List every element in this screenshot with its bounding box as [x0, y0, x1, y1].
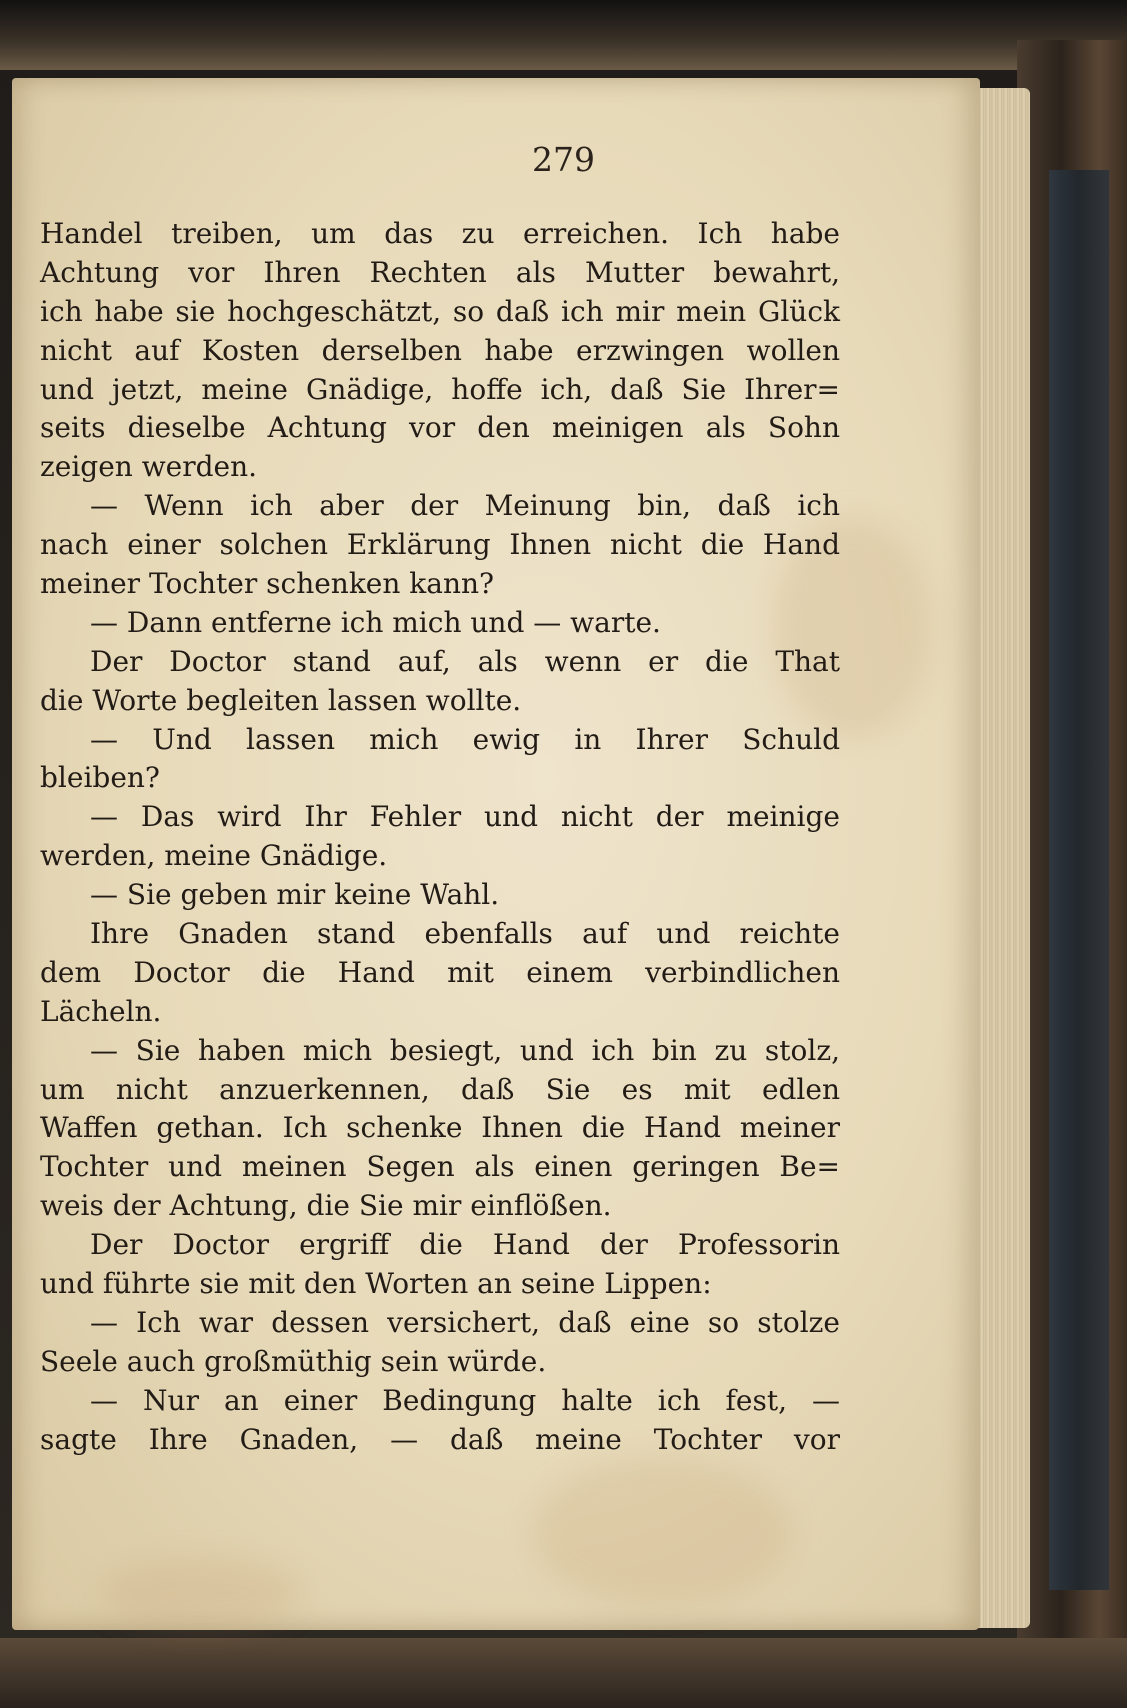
text-line: bleiben? — [40, 761, 160, 795]
text-line: zeigen werden. — [40, 450, 258, 484]
book-cover-bottom — [0, 1638, 1127, 1708]
book-cover-top — [0, 0, 1127, 70]
text-line: werden, meine Gnädige. — [40, 839, 388, 873]
text-line: — Dann entferne ich mich und — warte. — [90, 605, 661, 639]
text-line: Waffen gethan. Ich schenke Ihnen die Hand meiner — [40, 1111, 840, 1145]
text-line: Ihre Gnaden stand ebenfalls auf und reichte — [90, 917, 840, 951]
text-line: Seele auch großmüthig sein würde. — [40, 1344, 547, 1378]
text-line: — Ich war dessen versichert, daß eine so stolze — [90, 1305, 840, 1339]
text-line: weis der Achtung, die Sie mir einflößen. — [40, 1189, 612, 1223]
text-line: Der Doctor stand auf, als wenn er die That — [90, 644, 840, 678]
text-line: — Wenn ich aber der Meinung bin, daß ich — [90, 489, 840, 523]
text-line: Der Doctor ergriff die Hand der Professorin — [90, 1228, 840, 1262]
text-line: und führte sie mit den Worten an seine Lippen: — [40, 1267, 712, 1301]
text-line: und jetzt, meine Gnädige, hoffe ich, daß Sie Ihrer= — [40, 372, 840, 406]
paper-stain — [532, 1458, 792, 1608]
text-line: Lächeln. — [40, 994, 162, 1028]
text-line: nicht auf Kosten derselben habe erzwingen wollen — [40, 333, 840, 367]
text-line: — Und lassen mich ewig in Ihrer Schuld — [90, 722, 840, 756]
text-line: Handel treiben, um das zu erreichen. Ich habe — [40, 217, 840, 250]
text-line: dem Doctor die Hand mit einem verbindlichen — [40, 955, 840, 989]
text-line: meiner Tochter schenken kann? — [40, 567, 495, 601]
book-cover-band — [1049, 170, 1109, 1590]
text-line: sagte Ihre Gnaden, — daß meine Tochter vor — [40, 1422, 840, 1456]
text-line: ich habe sie hochgeschätzt, so daß ich mir mein Glück — [40, 294, 840, 328]
text-line: die Worte begleiten lassen wollte. — [40, 683, 522, 717]
text-line: um nicht anzuerkennen, daß Sie es mit edlen — [40, 1072, 840, 1106]
text-line: — Nur an einer Bedingung halte ich fest, — — [90, 1383, 840, 1417]
body-text — [40, 215, 840, 1460]
paper-stain — [102, 1558, 302, 1628]
text-line: Tochter und meinen Segen als einen geringen Be= — [40, 1150, 840, 1184]
text-line: seits dieselbe Achtung vor den meinigen als Sohn — [40, 411, 840, 445]
page-number: 279 — [532, 140, 595, 179]
text-line: Achtung vor Ihren Rechten als Mutter bewahrt, — [40, 255, 840, 289]
text-line: nach einer solchen Erklärung Ihnen nicht die Hand — [40, 528, 840, 562]
text-line: — Das wird Ihr Fehler und nicht der meinige — [90, 800, 840, 834]
text-line: — Sie geben mir keine Wahl. — [90, 878, 500, 912]
text-line: — Sie haben mich besiegt, und ich bin zu stolz, — [90, 1033, 840, 1067]
